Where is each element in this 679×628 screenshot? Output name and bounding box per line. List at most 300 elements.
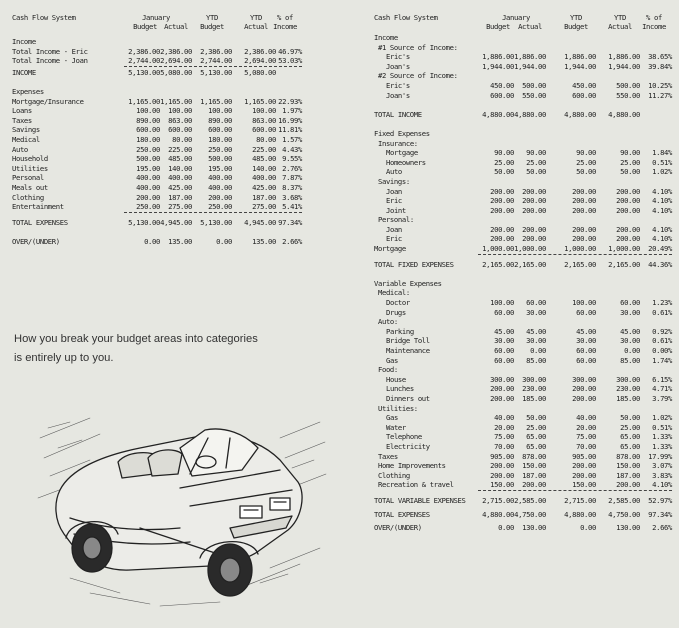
table-row <box>374 244 672 254</box>
ytd-actual-cell: 1,944.00 <box>608 61 640 71</box>
percent-cell: 2.66% <box>652 523 672 533</box>
ytd-budget-cell: 25.00 <box>576 157 596 167</box>
row-label: Gas <box>386 355 398 365</box>
percent-cell: 39.84% <box>648 61 672 71</box>
row-label: Drugs <box>386 307 406 317</box>
row-label: TOTAL INCOME <box>374 109 422 119</box>
budget-cell: 2,715.00 <box>482 495 514 505</box>
percent-cell: 1.23% <box>652 298 672 308</box>
budget-cell: 5,130.00 <box>128 217 160 227</box>
table-title: Cash Flow System <box>374 13 438 22</box>
ytd-budget-cell: 200.00 <box>572 234 596 244</box>
row-label: Joan's <box>386 90 410 100</box>
actual-cell: 4,945.00 <box>160 217 192 227</box>
table-row <box>374 394 672 404</box>
ytd-budget-cell: 250.00 <box>208 144 232 154</box>
table-row <box>374 62 672 72</box>
actual-cell: 85.00 <box>526 355 546 365</box>
budget-cell: 25.00 <box>494 157 514 167</box>
ytd-budget-cell: 70.00 <box>576 441 596 451</box>
ytd-actual-cell: 150.00 <box>616 461 640 471</box>
ytd-budget-cell: 450.00 <box>572 80 596 90</box>
budget-cell: 0.00 <box>144 236 160 246</box>
table-row <box>374 461 672 471</box>
row-label: Household <box>12 154 48 164</box>
row-label: Eric's <box>386 52 410 62</box>
ytd-actual-cell: 1,886.00 <box>608 52 640 62</box>
table-row <box>12 135 302 145</box>
budget-cell: 45.00 <box>494 326 514 336</box>
actual-cell: 275.00 <box>168 202 192 212</box>
actual-cell: 2,585.00 <box>514 495 546 505</box>
table-row <box>12 97 302 107</box>
actual-cell: 200.00 <box>522 234 546 244</box>
actual-cell: 878.00 <box>522 451 546 461</box>
row-label: Insurance: <box>378 138 418 148</box>
table-title: Cash Flow System <box>12 13 76 22</box>
row-label: Personal: <box>378 215 414 225</box>
row-label: Mortgage/Insurance <box>12 96 84 106</box>
actual-cell: 1,000.00 <box>514 244 546 254</box>
ytd-actual-cell: 130.00 <box>616 523 640 533</box>
percent-cell: 4.71% <box>652 384 672 394</box>
table-row <box>374 158 672 168</box>
actual-cell: 200.00 <box>522 205 546 215</box>
budget-cell: 1,886.00 <box>482 52 514 62</box>
percent-cell: 46.97% <box>278 46 302 56</box>
row-label: Home Improvements <box>378 461 446 471</box>
ytd-actual-cell: 400.00 <box>252 173 276 183</box>
percent-cell: 1.02% <box>652 167 672 177</box>
row-label: Taxes <box>378 451 398 461</box>
percent-cell: 9.55% <box>282 154 302 164</box>
ytd-actual-cell: 200.00 <box>616 234 640 244</box>
ytd-actual-cell: 25.00 <box>620 157 640 167</box>
ytd-actual-cell: 187.00 <box>616 470 640 480</box>
actual-cell: 225.00 <box>168 144 192 154</box>
table-row <box>374 365 672 375</box>
ytd-budget-cell: 0.00 <box>216 236 232 246</box>
table-row <box>374 43 672 53</box>
ytd-actual-cell: 200.00 <box>616 186 640 196</box>
ytd-actual-cell: 45.00 <box>620 326 640 336</box>
budget-cell: 180.00 <box>136 134 160 144</box>
ytd-actual-cell: 200.00 <box>616 196 640 206</box>
ytd-actual-cell: 4,750.00 <box>608 509 640 519</box>
budget-cell: 100.00 <box>490 298 514 308</box>
percent-cell: 4.10% <box>652 196 672 206</box>
table-row <box>374 234 672 244</box>
percent-cell: 2.66% <box>282 236 302 246</box>
actual-cell: 230.00 <box>522 384 546 394</box>
table-row <box>374 471 672 481</box>
ytd-actual-cell: 4,945.00 <box>244 217 276 227</box>
actual-cell: 200.00 <box>522 480 546 490</box>
actual-cell: 100.00 <box>168 106 192 116</box>
actual-cell: 135.00 <box>168 236 192 246</box>
budget-cell: 600.00 <box>490 90 514 100</box>
actual-cell: 200.00 <box>522 224 546 234</box>
row-label: Eric's <box>386 80 410 90</box>
ytd-header: YTD <box>250 13 262 22</box>
actual-cell: 140.00 <box>168 163 192 173</box>
percent-cell: 11.27% <box>648 90 672 100</box>
ytd-budget-cell: 4,880.00 <box>564 109 596 119</box>
ytd-actual-cell: 225.00 <box>252 144 276 154</box>
actual-header: Actual <box>518 22 542 31</box>
table-row <box>12 47 302 57</box>
over-under-row <box>12 237 302 247</box>
percent-cell: 4.43% <box>282 144 302 154</box>
budget-header: Budget <box>486 22 510 31</box>
actual-cell: 187.00 <box>522 470 546 480</box>
ytd-header: YTD <box>570 13 582 22</box>
income-total-row <box>12 68 302 78</box>
ytd-actual-cell: 187.00 <box>252 192 276 202</box>
percent-cell: 10.25% <box>648 80 672 90</box>
table-row <box>374 81 672 91</box>
row-label: Homeowners <box>386 157 426 167</box>
actual-cell: 65.00 <box>526 441 546 451</box>
percent-header: % of <box>646 13 662 22</box>
percent-cell: 1.33% <box>652 441 672 451</box>
ytd-budget-cell: 45.00 <box>576 326 596 336</box>
actual-cell: 1,165.00 <box>160 96 192 106</box>
percent-cell: 8.37% <box>282 182 302 192</box>
percent-cell: 7.87% <box>282 173 302 183</box>
budget-cell: 60.00 <box>494 307 514 317</box>
income-heading <box>12 37 302 47</box>
table-row <box>12 145 302 155</box>
actual-cell: 90.00 <box>526 148 546 158</box>
table-row <box>374 177 672 187</box>
table-row <box>374 215 672 225</box>
row-label: Savings: <box>378 176 410 186</box>
actual-cell: 185.00 <box>522 393 546 403</box>
percent-cell: 17.99% <box>648 451 672 461</box>
expenses-heading <box>12 87 302 97</box>
ytd-budget-cell: 20.00 <box>576 422 596 432</box>
row-label: Total Income - Joan <box>12 56 88 66</box>
budget-cell: 90.00 <box>494 148 514 158</box>
row-label: Utilities: <box>378 403 418 413</box>
ytd-budget-cell: 2,715.00 <box>564 495 596 505</box>
percent-cell: 1.97% <box>282 106 302 116</box>
percent-cell: 0.51% <box>652 157 672 167</box>
ytd-actual-cell: 200.00 <box>616 205 640 215</box>
budget-cell: 200.00 <box>490 393 514 403</box>
ytd-budget-cell: 200.00 <box>572 186 596 196</box>
budget-cell: 600.00 <box>136 125 160 135</box>
budget-cell: 500.00 <box>136 154 160 164</box>
ytd-actual-cell: 2,585.00 <box>608 495 640 505</box>
headlight-left <box>240 506 262 518</box>
budget-cell: 200.00 <box>490 196 514 206</box>
table-row <box>374 375 672 385</box>
ytd-budget-cell: 60.00 <box>576 355 596 365</box>
row-label: Auto: <box>378 317 398 327</box>
table-row <box>12 56 302 66</box>
actual-cell: 200.00 <box>522 196 546 206</box>
ytd-actual-cell: 85.00 <box>620 355 640 365</box>
percent-cell: 97.34% <box>648 509 672 519</box>
row-label: Electricity <box>386 441 430 451</box>
percent-cell: 5.41% <box>282 202 302 212</box>
ytd-budget-cell: 1,165.00 <box>200 96 232 106</box>
table-row <box>374 317 672 327</box>
total-separator-line <box>124 66 302 67</box>
row-label: Clothing <box>378 470 410 480</box>
percent-header: Income <box>642 22 666 31</box>
table-row <box>374 139 672 149</box>
ytd-budget-cell: 4,880.00 <box>564 509 596 519</box>
ytd-actual-cell: 30.00 <box>620 307 640 317</box>
budget-cell: 0.00 <box>498 523 514 533</box>
budget-cell: 2,744.00 <box>128 56 160 66</box>
row-label: Water <box>386 422 406 432</box>
budget-cell: 1,000.00 <box>482 244 514 254</box>
actual-cell: 30.00 <box>526 336 546 346</box>
ytd-actual-cell: 140.00 <box>252 163 276 173</box>
percent-cell: 53.03% <box>278 56 302 66</box>
ytd-budget-cell: 300.00 <box>572 374 596 384</box>
row-label: TOTAL EXPENSES <box>374 509 430 519</box>
ytd-budget-header: Budget <box>200 22 224 31</box>
table-row <box>374 346 672 356</box>
budget-cell: 250.00 <box>136 144 160 154</box>
budget-cell: 40.00 <box>494 413 514 423</box>
row-label: INCOME <box>12 67 36 77</box>
budget-cell: 70.00 <box>494 441 514 451</box>
row-label: Loans <box>12 106 32 116</box>
row-label: OVER/(UNDER) <box>12 236 60 246</box>
ytd-budget-cell: 200.00 <box>572 393 596 403</box>
caption-line: How you break your budget areas into categories <box>14 333 258 345</box>
table-row <box>374 187 672 197</box>
row-label: Medical <box>12 134 40 144</box>
row-label: Income <box>374 33 398 42</box>
actual-cell: 150.00 <box>522 461 546 471</box>
percent-cell: 3.68% <box>282 192 302 202</box>
table-row <box>374 196 672 206</box>
row-label: Telephone <box>386 432 422 442</box>
ytd-budget-cell: 400.00 <box>208 173 232 183</box>
table-row <box>12 116 302 126</box>
percent-cell: 1.02% <box>652 413 672 423</box>
actual-cell: 2,165.00 <box>514 259 546 269</box>
ytd-budget-cell: 200.00 <box>572 470 596 480</box>
ytd-budget-cell: 5,130.00 <box>200 217 232 227</box>
table-row <box>374 71 672 81</box>
ytd-actual-cell: 300.00 <box>616 374 640 384</box>
actual-cell: 1,886.00 <box>514 52 546 62</box>
ytd-budget-cell: 30.00 <box>576 336 596 346</box>
row-label: Clothing <box>12 192 44 202</box>
table-row <box>374 452 672 462</box>
budget-cell: 200.00 <box>490 205 514 215</box>
budget-cell: 450.00 <box>490 80 514 90</box>
actual-cell: 550.00 <box>522 90 546 100</box>
table-row <box>374 308 672 318</box>
budget-cell: 400.00 <box>136 173 160 183</box>
caption-line: is entirely up to you. <box>14 352 114 364</box>
table-row <box>374 442 672 452</box>
ytd-actual-cell: 1,000.00 <box>608 244 640 254</box>
actual-cell: 50.00 <box>526 413 546 423</box>
ytd-budget-cell: 2,744.00 <box>200 56 232 66</box>
percent-cell: 22.93% <box>278 96 302 106</box>
ytd-actual-cell: 1,165.00 <box>244 96 276 106</box>
percent-cell: 0.92% <box>652 326 672 336</box>
row-label: Bridge Toll <box>386 336 430 346</box>
table-row <box>12 173 302 183</box>
table-row <box>374 129 672 139</box>
ytd-budget-cell: 2,165.00 <box>564 259 596 269</box>
budget-cell: 890.00 <box>136 115 160 125</box>
ytd-actual-cell: 230.00 <box>616 384 640 394</box>
ytd-budget-cell: 600.00 <box>572 90 596 100</box>
row-label: Dinners out <box>386 393 430 403</box>
ytd-actual-cell: 863.00 <box>252 115 276 125</box>
table-row <box>12 193 302 203</box>
actual-cell: 30.00 <box>526 307 546 317</box>
ytd-budget-cell: 200.00 <box>572 205 596 215</box>
ytd-actual-cell: 600.00 <box>252 125 276 135</box>
ytd-budget-cell: 200.00 <box>572 196 596 206</box>
table-row <box>12 125 302 135</box>
ytd-actual-cell: 550.00 <box>616 90 640 100</box>
right-cash-flow-table <box>374 13 672 533</box>
percent-cell: 0.00% <box>652 346 672 355</box>
ytd-budget-cell: 195.00 <box>208 163 232 173</box>
row-label: Expenses <box>12 86 44 96</box>
row-label: Taxes <box>12 115 32 125</box>
percent-cell: 1.84% <box>652 148 672 158</box>
row-label: Joan's <box>386 61 410 71</box>
ytd-actual-cell: 200.00 <box>616 480 640 490</box>
total-separator-line <box>124 212 302 213</box>
budget-cell: 75.00 <box>494 432 514 442</box>
actual-cell: 65.00 <box>526 432 546 442</box>
ytd-budget-cell: 5,130.00 <box>200 67 232 77</box>
table-row <box>374 52 672 62</box>
actual-header: Actual <box>164 22 188 31</box>
actual-cell: 50.00 <box>526 167 546 177</box>
table-row <box>374 423 672 433</box>
ytd-budget-cell: 1,944.00 <box>564 61 596 71</box>
ytd-actual-cell: 185.00 <box>616 393 640 403</box>
actual-cell: 0.00 <box>530 346 546 355</box>
ytd-actual-cell: 4,880.00 <box>608 109 640 119</box>
actual-cell: 80.00 <box>172 134 192 144</box>
ytd-actual-cell: 275.00 <box>252 202 276 212</box>
month-header: January <box>142 13 170 22</box>
ytd-budget-cell: 60.00 <box>576 307 596 317</box>
row-label: Entertainment <box>12 202 64 212</box>
ytd-actual-cell: 100.00 <box>252 106 276 116</box>
budget-cell: 4,880.00 <box>482 509 514 519</box>
ytd-actual-cell: 2,165.00 <box>608 259 640 269</box>
table-row <box>374 148 672 158</box>
ytd-budget-cell: 1,886.00 <box>564 52 596 62</box>
convertible-car-illustration <box>30 378 330 618</box>
actual-cell: 300.00 <box>522 374 546 384</box>
table-row <box>374 279 672 289</box>
budget-cell: 200.00 <box>490 224 514 234</box>
ytd-budget-cell: 1,000.00 <box>564 244 596 254</box>
actual-cell: 45.00 <box>526 326 546 336</box>
total-separator-line <box>478 490 672 491</box>
month-header: January <box>502 13 530 22</box>
table-row <box>374 356 672 366</box>
actual-cell: 4,750.00 <box>514 509 546 519</box>
percent-cell: 97.34% <box>278 217 302 227</box>
actual-cell: 5,080.00 <box>160 67 192 77</box>
ytd-actual-header: Actual <box>244 22 268 31</box>
ytd-budget-cell: 100.00 <box>572 298 596 308</box>
percent-cell: 1.57% <box>282 134 302 144</box>
ytd-actual-cell: 90.00 <box>620 148 640 158</box>
row-label: Doctor <box>386 298 410 308</box>
ytd-budget-cell: 50.00 <box>576 167 596 177</box>
budget-cell: 1,944.00 <box>482 61 514 71</box>
total-variable-row <box>374 496 672 506</box>
ytd-header: YTD <box>614 13 626 22</box>
ytd-actual-cell: 50.00 <box>620 413 640 423</box>
percent-cell: 3.07% <box>652 461 672 471</box>
percent-cell: 4.10% <box>652 234 672 244</box>
budget-cell: 5,130.00 <box>128 67 160 77</box>
row-label: Savings <box>12 125 40 135</box>
percent-header: % of <box>277 13 293 22</box>
table-row <box>374 432 672 442</box>
ytd-actual-cell: 5,080.00 <box>244 67 276 77</box>
ytd-budget-cell: 60.00 <box>576 346 596 355</box>
actual-cell: 400.00 <box>168 173 192 183</box>
percent-cell: 0.61% <box>652 307 672 317</box>
table-row <box>374 206 672 216</box>
ytd-budget-cell: 75.00 <box>576 432 596 442</box>
ytd-budget-cell: 150.00 <box>572 480 596 490</box>
percent-cell: 38.65% <box>648 52 672 62</box>
actual-cell: 187.00 <box>168 192 192 202</box>
percent-cell: 4.10% <box>652 205 672 215</box>
row-label: TOTAL EXPENSES <box>12 217 68 227</box>
table-row <box>374 167 672 177</box>
budget-cell: 200.00 <box>490 470 514 480</box>
percent-cell: 1.74% <box>652 355 672 365</box>
table-row <box>12 154 302 164</box>
row-label: Joan <box>386 186 402 196</box>
table-row <box>12 202 302 212</box>
table-row <box>374 327 672 337</box>
table-row <box>374 91 672 101</box>
ytd-header: YTD <box>206 13 218 22</box>
percent-cell: 0.61% <box>652 336 672 346</box>
row-label: Utilities <box>12 163 48 173</box>
ytd-budget-cell: 890.00 <box>208 115 232 125</box>
right-table-header <box>374 13 672 33</box>
actual-cell: 425.00 <box>168 182 192 192</box>
actual-cell: 25.00 <box>526 422 546 432</box>
budget-cell: 20.00 <box>494 422 514 432</box>
ytd-budget-cell: 400.00 <box>208 182 232 192</box>
ytd-budget-cell: 500.00 <box>208 154 232 164</box>
budget-cell: 4,880.00 <box>482 109 514 119</box>
ytd-actual-cell: 0.00 <box>624 346 640 355</box>
ytd-actual-cell: 878.00 <box>616 451 640 461</box>
ytd-budget-cell: 250.00 <box>208 202 232 212</box>
